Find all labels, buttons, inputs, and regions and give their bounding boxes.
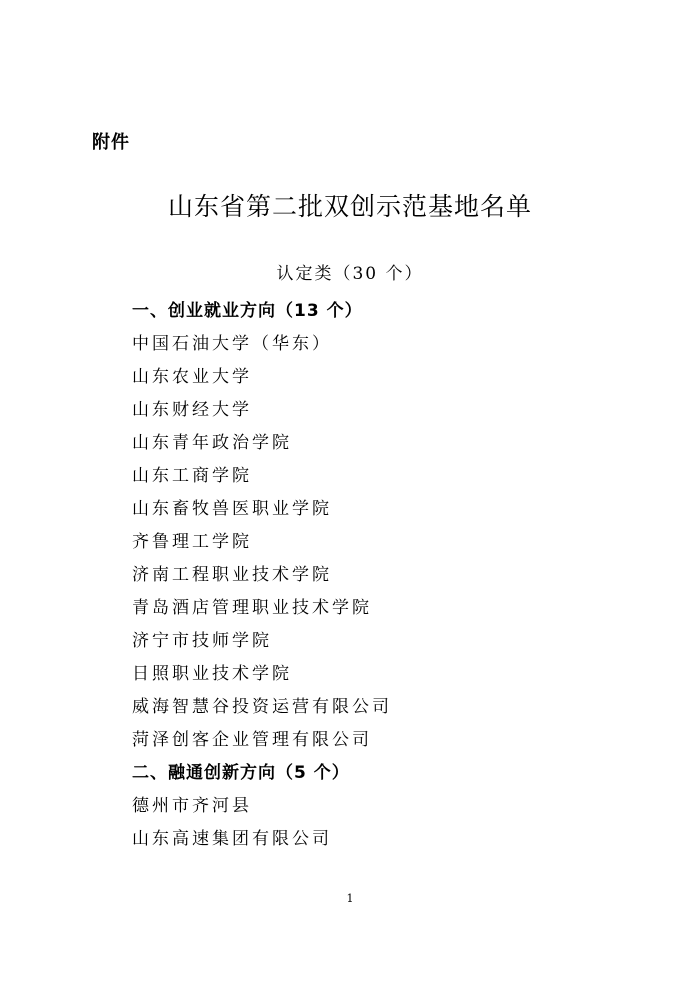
document-title: 山东省第二批双创示范基地名单: [167, 192, 532, 221]
attachment-label: 附件: [92, 132, 130, 153]
list-item: 青岛酒店管理职业技术学院: [132, 598, 372, 618]
section-heading: 二、融通创新方向（5 个）: [132, 763, 350, 783]
list-item: 菏泽创客企业管理有限公司: [132, 730, 372, 750]
list-item: 山东工商学院: [132, 466, 252, 486]
list-item: 威海智慧谷投资运营有限公司: [132, 697, 392, 717]
list-item: 山东农业大学: [132, 367, 252, 387]
list-item: 山东青年政治学院: [132, 433, 292, 453]
list-item: 中国石油大学（华东）: [132, 334, 332, 354]
section-heading: 一、创业就业方向（13 个）: [132, 301, 363, 321]
list-item: 济宁市技师学院: [132, 631, 272, 651]
list-item: 山东高速集团有限公司: [132, 829, 332, 849]
list-item: 济南工程职业技术学院: [132, 565, 332, 585]
base-list: [132, 295, 392, 856]
category-subtitle: 认定类（30 个）: [276, 264, 424, 284]
list-item: 山东畜牧兽医职业学院: [132, 499, 332, 519]
list-item: 山东财经大学: [132, 400, 252, 420]
page-number: 1: [346, 892, 354, 905]
list-item: 德州市齐河县: [132, 796, 252, 816]
list-item: 日照职业技术学院: [132, 664, 292, 684]
list-item: 齐鲁理工学院: [132, 532, 252, 552]
